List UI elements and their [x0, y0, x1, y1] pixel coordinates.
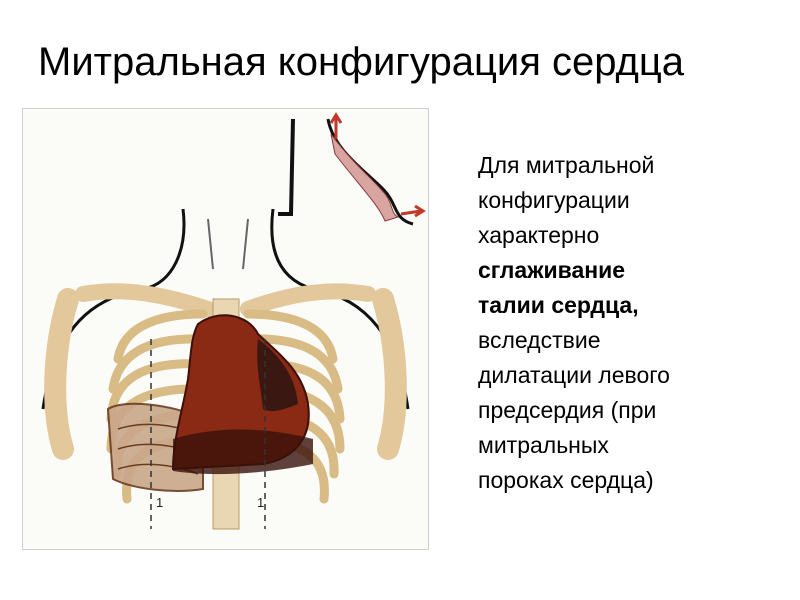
- description-line-6: вследствие: [478, 327, 601, 353]
- thorax-drawing: [23, 109, 428, 549]
- contour-inset-curve: [328, 119, 413, 224]
- contour-inset-line: [278, 119, 293, 214]
- description-line-2: конфигурации: [478, 187, 630, 213]
- clavicle-left: [83, 291, 208, 309]
- description-line-8: предсердия (при: [478, 397, 657, 423]
- description-line-9: митральных: [478, 432, 609, 458]
- humerus-right: [383, 299, 396, 449]
- description-line-1: Для митральной: [478, 152, 655, 178]
- humerus-left: [55, 299, 68, 449]
- chest-xray-illustration: [22, 108, 429, 550]
- slide-title: Митральная конфигурация сердца: [38, 40, 685, 84]
- marker-left-label: 1: [156, 495, 164, 510]
- description-line-3: характерно: [478, 222, 600, 248]
- description-line-5-emphasis: талии сердца,: [478, 292, 639, 318]
- description-line-10: пороках сердца): [478, 467, 654, 493]
- description-text: [478, 148, 788, 498]
- clavicle-right: [248, 291, 368, 309]
- arrow-right-icon: [401, 206, 423, 216]
- trachea: [208, 219, 248, 269]
- contour-hatch: [331, 134, 398, 221]
- description-line-7: дилатации левого: [478, 362, 670, 388]
- marker-right-label: 1: [257, 495, 265, 510]
- description-line-4-emphasis: сглаживание: [478, 257, 626, 283]
- diaphragm-shadow: [173, 430, 313, 475]
